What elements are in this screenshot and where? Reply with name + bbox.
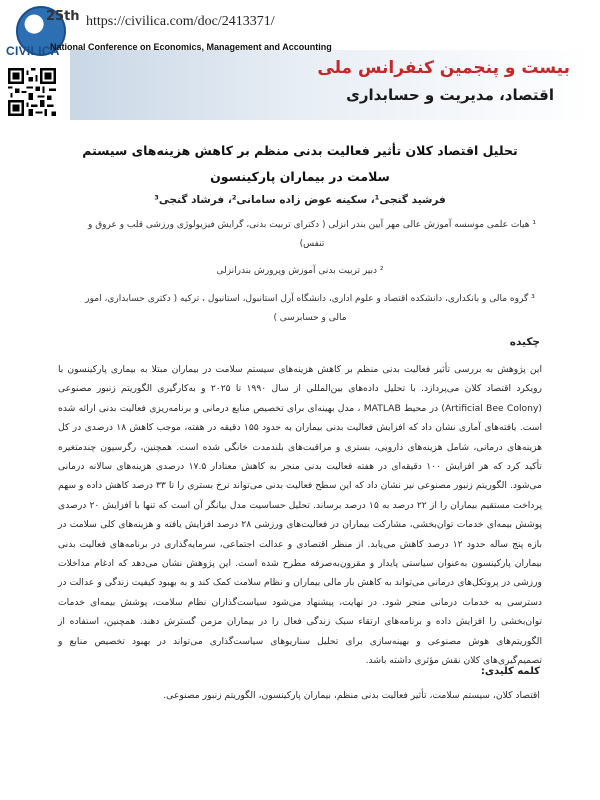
affiliation-1: ¹ هیات علمی موسسه آموزش عالی مهر آیین بندر انزلی ( دکترای تربیت بدنی، گرایش فیزیولوژی ورزشی قلب و عروق و تنفس)	[87, 220, 536, 249]
conference-name: National Conference on Economics, Management and Accounting	[50, 42, 332, 52]
affiliation-3: ³ گروه مالی و بانکداری، دانشکده اقتصاد و علوم اداری، دانشگاه آرل استانبول، استانبول ، ترکیه ( دکتری حسابداری، امور مالی و حسابرسی )	[85, 294, 535, 323]
logo-text: CIVILICA	[6, 44, 60, 58]
conference-number: 25th	[46, 9, 80, 24]
paper-authors: فرشید گنجی¹، سکینه عوض زاده سامانی²، فرشاد گنجی³	[154, 194, 446, 206]
abstract-heading: چکیده	[509, 336, 540, 348]
abstract-text: این پژوهش به بررسی تأثیر فعالیت بدنی منظم بر کاهش هزینه‌های سیستم سلامت در بیماران مبتلا به بیماری پارکینسون با رویکرد اقتصاد کلان می‌پردازد. با تحلیل داده‌های بین‌المللی از سال ۱۹۹۰ تا ۲۰۲۵ و به‌کارگیری الگوریتم زنبور مصنوعی (Artificial Bee Colony) در محیط MATLAB ، مدل بهینه‌ای برای تخصیص منابع درمانی و برنامه‌ریزی فعالیت بدنی ارائه شده است. یافته‌های آماری نشان داد که افزایش فعالیت بدنی بیماران به حدود ۱۵۵ دقیقه در هفته، موجب کاهش ۱۸ درصدی در کل هزینه‌های درمانی، شامل هزینه‌های دارویی، بستری و مراقبت‌های بلندمدت خانگی شده است. همچنین، رگرسیون چندمتغیره تأکید کرد که هر افزایش ۱۰۰ دقیقه‌ای در هفته فعالیت بدنی منجر به کاهش معنادار ۱۷.۵ درصدی هزینه‌های سالانه درمانی می‌شود. الگوریتم زنبور مصنوعی نیز نشان داد که این سطح فعالیت بدنی می‌تواند نرخ بستری را تا ۳۳ درصد کاهش داده و سهم پرداخت مستقیم بیماران را از ۲۲ درصد به ۱۵ درصد برساند. تحلیل حساسیت مدل بیانگر آن است که تنها با افزایش ۲۰ درصدی پوشش بیمه‌ای خدمات توان‌بخشی، مشارکت بیماران در فعالیت‌های ورزشی ۲۸ درصد افزایش یافته و هزینه‌های کلی سلامت در بازه پنج ساله حدود ۱۲ درصد کاهش می‌یابد. از منظر اقتصادی و عدالت اجتماعی، سرمایه‌گذاری در برنامه‌های فعالیت بدنی بیماران پارکینسون به‌عنوان سیاستی پایدار و مقرون‌به‌صرفه مطرح شده است. این پژوهش نشان می‌دهد که ادغام مداخلات ورزشی در پروتکل‌های درمانی می‌تواند به کاهش بار مالی بیماران و نظام سلامت کمک کند و به بهبود کیفیت زندگی و عدالت در دسترسی به خدمات درمانی منجر شود. در نهایت، پیشنهاد می‌شود سیاست‌گذاران نظام سلامت، پوشش بیمه‌ای خدمات توان‌بخشی را افزایش داده و برنامه‌های ارتقاء سبک زندگی فعال را در بیماران مزمن گسترش دهند. همچنین، استفاده از الگوریتم‌های هوش مصنوعی و بهینه‌سازی برای تحلیل سناریوهای سیاست‌گذاری می‌تواند در بهبود تخصیص منابع و تصمیم‌گیری‌های کلان نقش مؤثری داشته باشد.	[58, 364, 543, 667]
document-url[interactable]: https://civilica.com/doc/2413371/	[86, 14, 275, 29]
banner-title: بیست و پنجمین کنفرانس ملی	[317, 58, 570, 78]
affiliation-2: ² دبیر تربیت بدنی آموزش وپرورش بندرانزلی	[216, 266, 384, 276]
banner-subtitle: اقتصاد، مدیریت و حسابداری	[346, 86, 554, 104]
paper-title: تحلیل اقتصاد کلان تأثیر فعالیت بدنی منظم بر کاهش هزینه‌های سیستم سلامت در بیماران پارکینسون	[82, 143, 518, 184]
qr-code-icon	[8, 68, 56, 130]
keywords-text: اقتصاد کلان، سیستم سلامت، تأثیر فعالیت بدنی منظم، بیماران پارکینسون، الگوریتم زنبور مصنوعی.	[163, 690, 540, 701]
keywords-heading: کلمه کلیدی:	[480, 666, 540, 677]
